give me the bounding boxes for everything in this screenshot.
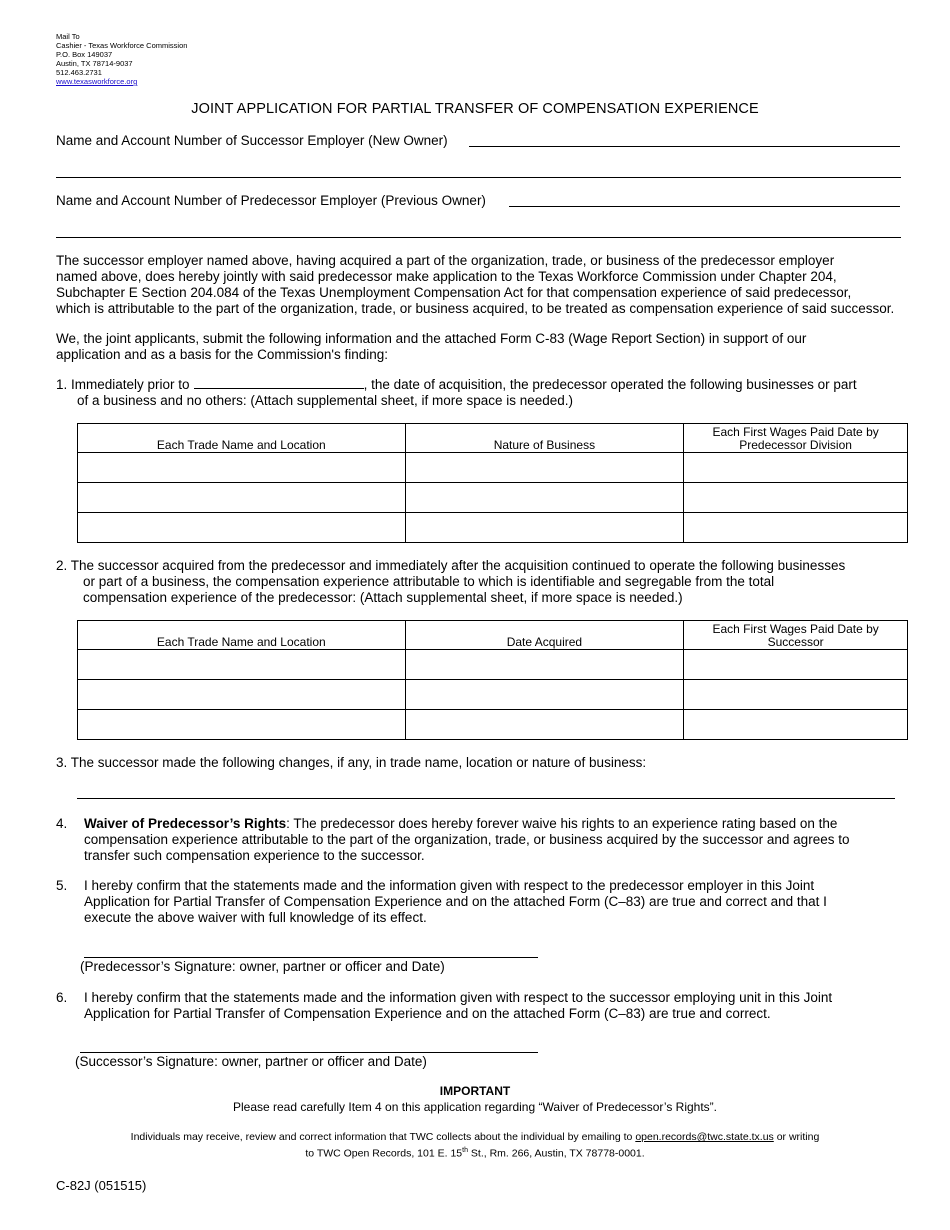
important-heading: IMPORTANT bbox=[439, 1084, 511, 1098]
successor-input-line[interactable] bbox=[469, 146, 900, 147]
table-cell[interactable] bbox=[405, 453, 684, 483]
item-5-number: 5. bbox=[56, 878, 68, 893]
table-cell[interactable] bbox=[78, 513, 406, 543]
item-6-number: 6. bbox=[56, 990, 68, 1005]
table-cell[interactable] bbox=[78, 650, 406, 680]
mail-city: Austin, TX 78714-9037 bbox=[56, 59, 133, 68]
item-6: I hereby confirm that the statements made and the information given with respect to the successor employing unit in this Joint Application for Partial Transfer of Compensation Experience and on the attached Form (C–83) are true and correct. bbox=[84, 990, 833, 1021]
intro-paragraph-1: The successor employer named above, having acquired a part of the organization, trade, or business of the predecessor employer named above, does hereby jointly with said predecessor make application to the Texas Workforce Commission under Chapter 204, Subchapter E Section 204.084 of the Texas Unemployment Compensation Act for that compensation experience of said predecessor, which is attributable to the part of the organization, trade, or business acquired, to be treated as compensation experience of said successor. bbox=[56, 253, 895, 316]
item-2: 2. The successor acquired from the predecessor and immediately after the acquisition continued to operate the following businesses or part of a business, the compensation experience attributable to which is identifiable and segregable from the total compensation experience of the predecessor: (Attach supplemental sheet, if more space is needed.) bbox=[56, 558, 846, 605]
changes-input-line[interactable] bbox=[77, 798, 895, 799]
successor-label: Name and Account Number of Successor Employer (New Owner) bbox=[56, 133, 448, 148]
item-4: Waiver of Predecessor’s Rights: The predecessor does hereby forever waive his rights to an experience rating based on the compensation experience attributable to the part of the organization, trade, or business acquired by the successor and agrees to transfer such compensation experience to the successor. bbox=[84, 816, 850, 863]
item-1: 1. Immediately prior to , the date of acquisition, the predecessor operated the following businesses or part of a business and no others: (Attach supplemental sheet, if more space is needed.) bbox=[56, 377, 857, 408]
table-cell[interactable] bbox=[78, 483, 406, 513]
table-cell[interactable] bbox=[78, 710, 406, 740]
successor-signature-line[interactable] bbox=[80, 1052, 538, 1053]
col-header-date-acquired: Date Acquired bbox=[405, 621, 684, 650]
item-5: I hereby confirm that the statements made and the information given with respect to the predecessor employer in this Joint Application for Partial Transfer of Compensation Experience and on the attached Form (C–83) are true and correct and that I execute the above waiver with full knowledge of its effect. bbox=[84, 878, 827, 925]
table-cell[interactable] bbox=[684, 453, 908, 483]
col-header-trade-name: Each Trade Name and Location bbox=[78, 621, 406, 650]
table-cell[interactable] bbox=[78, 680, 406, 710]
table-cell[interactable] bbox=[684, 513, 908, 543]
table-cell[interactable] bbox=[405, 680, 684, 710]
waiver-heading: Waiver of Predecessor’s Rights bbox=[84, 816, 287, 831]
mailing-address bbox=[56, 32, 187, 86]
important-text: Please read carefully Item 4 on this application regarding “Waiver of Predecessor’s Rights”. bbox=[232, 1100, 717, 1114]
successor-business-table bbox=[77, 620, 908, 740]
item-4-number: 4. bbox=[56, 816, 68, 831]
col-header-nature: Nature of Business bbox=[405, 424, 684, 453]
successor-extra-line[interactable] bbox=[56, 177, 901, 178]
mail-po-box: P.O. Box 149037 bbox=[56, 50, 113, 59]
mail-to-label: Mail To bbox=[56, 32, 80, 41]
item-3: 3. The successor made the following changes, if any, in trade name, location or nature of business: bbox=[56, 755, 647, 770]
records-email-link[interactable]: open.records@twc.state.tx.us bbox=[635, 1131, 774, 1143]
acquisition-date-input[interactable] bbox=[194, 377, 364, 389]
website-link[interactable]: www.texasworkforce.org bbox=[56, 77, 138, 86]
predecessor-input-line[interactable] bbox=[509, 206, 900, 207]
col-header-first-wages: Each First Wages Paid Date by Successor bbox=[684, 621, 908, 650]
mail-recipient: Cashier - Texas Workforce Commission bbox=[56, 41, 188, 50]
table-cell[interactable] bbox=[405, 710, 684, 740]
form-title: JOINT APPLICATION FOR PARTIAL TRANSFER OF COMPENSATION EXPERIENCE bbox=[191, 101, 759, 117]
table-cell[interactable] bbox=[684, 650, 908, 680]
predecessor-signature-caption: (Predecessor’s Signature: owner, partner or officer and Date) bbox=[80, 959, 445, 974]
predecessor-label: Name and Account Number of Predecessor Employer (Previous Owner) bbox=[56, 193, 486, 208]
privacy-notice: Individuals may receive, review and correct information that TWC collects about the individual by emailing to open.records@twc.state.tx.us or writing to TWC Open Records, 101 E. 15th St., Rm. 266, Austin, TX 78778-0001. bbox=[130, 1131, 820, 1160]
table-cell[interactable] bbox=[405, 513, 684, 543]
col-header-trade-name: Each Trade Name and Location bbox=[78, 424, 406, 453]
table-cell[interactable] bbox=[684, 680, 908, 710]
table-cell[interactable] bbox=[684, 483, 908, 513]
table-cell[interactable] bbox=[78, 453, 406, 483]
table-cell[interactable] bbox=[405, 650, 684, 680]
predecessor-extra-line[interactable] bbox=[56, 237, 901, 238]
predecessor-signature-line[interactable] bbox=[84, 957, 538, 958]
successor-signature-caption: (Successor’s Signature: owner, partner or officer and Date) bbox=[75, 1054, 427, 1069]
predecessor-business-table bbox=[77, 423, 908, 543]
form-id: C-82J (051515) bbox=[56, 1178, 147, 1193]
col-header-first-wages: Each First Wages Paid Date by Predecessor Division bbox=[684, 424, 908, 453]
mail-phone: 512.463.2731 bbox=[56, 68, 102, 77]
intro-paragraph-2: We, the joint applicants, submit the following information and the attached Form C-83 (Wage Report Section) in support of our application and as a basis for the Commission's finding: bbox=[56, 331, 807, 362]
table-cell[interactable] bbox=[405, 483, 684, 513]
table-cell[interactable] bbox=[684, 710, 908, 740]
